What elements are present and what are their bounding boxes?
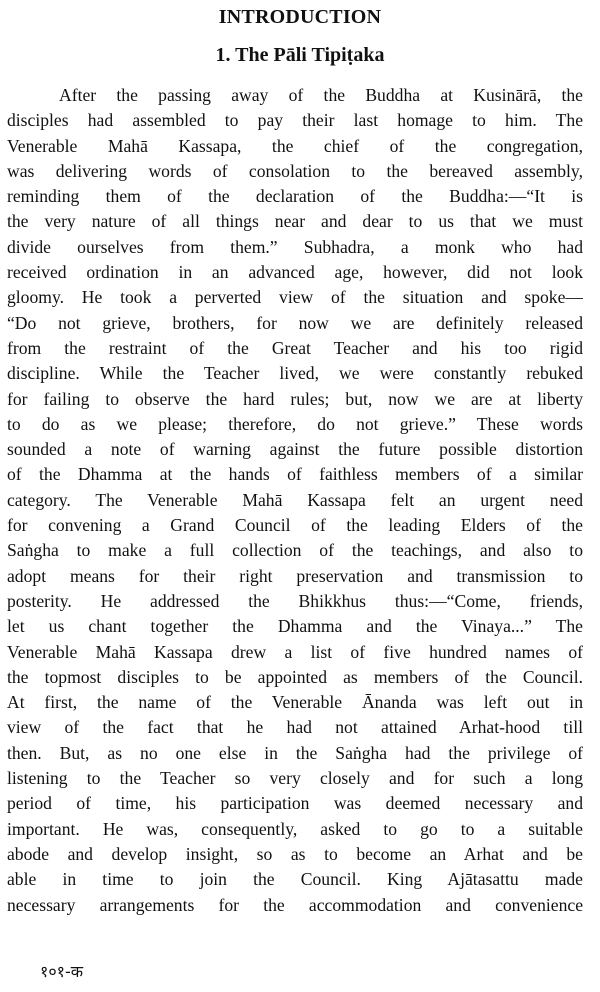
text-line: for failing to observe the hard rules; but, now we are at liberty [7,388,583,409]
text-line: view of the fact that he had not attained Arhat-hood till [7,717,583,738]
text-line: important. He was, consequently, asked to go to a suitable [7,818,583,839]
text-line: then. But, as no one else in the Saṅgha had the privilege of [7,742,583,763]
text-line: sounded a note of warning against the future possible distortion [7,439,583,460]
text-line: At first, the name of the Venerable Ānanda was left out in [7,692,583,713]
text-line: to do as we please; therefore, do not grieve.” These words [7,413,583,434]
page-title: INTRODUCTION [218,6,382,28]
text-line: divide ourselves from them.” Subhadra, a monk who had [7,236,583,257]
text-line: posterity. He addressed the Bhikkhus thus:—“Come, friends, [7,590,583,611]
text-line: reminding them of the declaration of the Buddha:—“It is [7,186,583,207]
text-line: period of time, his participation was deemed necessary and [7,793,583,814]
text-line: gloomy. He took a perverted view of the situation and spoke— [7,287,583,308]
text-line: listening to the Teacher so very closely and for such a long [7,768,583,789]
text-line: from the restraint of the Great Teacher and his too rigid [7,337,583,358]
section-title: 1. The Pāli Tipiṭaka [215,44,385,66]
text-line: disciples had assembled to pay their last homage to him. The [7,110,583,131]
text-line: was delivering words of consolation to the bereaved assembly, [7,160,583,181]
text-line: of the Dhamma at the hands of faithless members of a similar [7,464,583,485]
text-line: Saṅgha to make a full collection of the teachings, and also to [7,540,583,561]
text-line: abode and develop insight, so as to become an Arhat and be [7,843,583,864]
text-line: for convening a Grand Council of the leading Elders of the [7,515,583,536]
text-line: adopt means for their right preservation and transmission to [7,565,583,586]
body-paragraph [7,83,583,918]
text-line: let us chant together the Dhamma and the Vinaya...” The [7,616,583,637]
text-line: category. The Venerable Mahā Kassapa felt an urgent need [7,489,583,510]
text-line: “Do not grieve, brothers, for now we are definitely released [7,312,583,333]
text-line: the topmost disciples to be appointed as members of the Council. [7,666,583,687]
text-line: received ordination in an advanced age, however, did not look [7,262,583,283]
page-footer-number: १०१-क [40,962,84,981]
text-line: able in time to join the Council. King Ajātasattu made [7,869,583,890]
text-line: Venerable Mahā Kassapa, the chief of the congregation, [7,135,583,156]
text-line: necessary arrangements for the accommodation and convenience [7,894,583,915]
text-line: the very nature of all things near and dear to us that we must [7,211,583,232]
text-line: Venerable Mahā Kassapa drew a list of five hundred names of [7,641,583,662]
text-line: discipline. While the Teacher lived, we were constantly rebuked [7,363,583,384]
text-line: After the passing away of the Buddha at Kusinārā, the [59,85,583,105]
